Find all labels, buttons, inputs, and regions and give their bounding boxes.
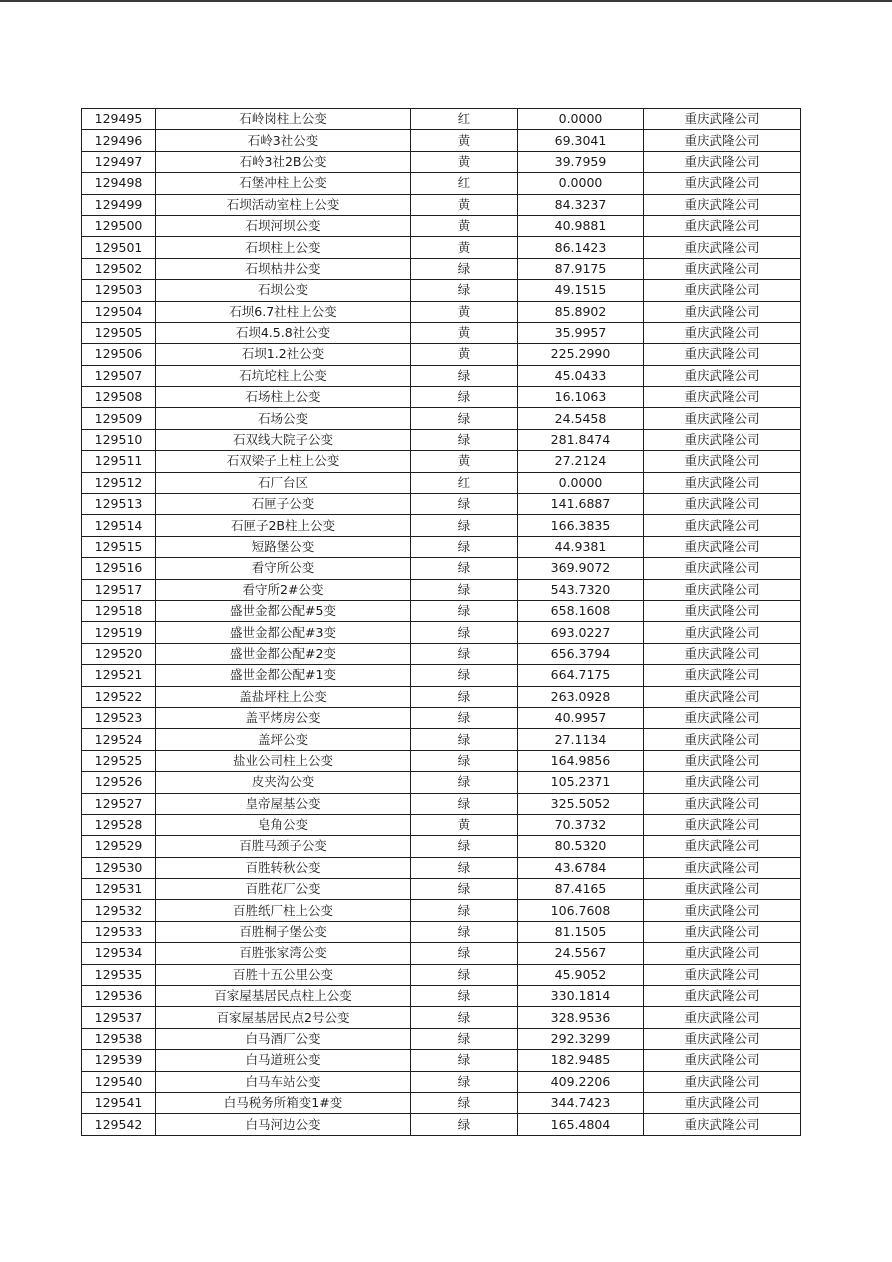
value-cell: 39.7959 [518,151,644,172]
status-cell: 绿 [411,643,518,664]
company-cell: 重庆武隆公司 [644,600,801,621]
status-cell: 黄 [411,814,518,835]
row-id-cell: 129499 [82,194,156,215]
value-cell: 166.3835 [518,515,644,536]
transformer-name-cell: 皂角公变 [156,814,411,835]
table-row [82,643,801,664]
transformer-name-cell: 石匣子公变 [156,494,411,515]
row-id-cell: 129529 [82,836,156,857]
transformer-name-cell: 石坝1.2社公变 [156,344,411,365]
company-cell: 重庆武隆公司 [644,793,801,814]
status-cell: 绿 [411,943,518,964]
table-row [82,879,801,900]
transformer-name-cell: 石场公变 [156,408,411,429]
status-cell: 绿 [411,772,518,793]
transformer-table [81,108,801,1136]
value-cell: 165.4804 [518,1114,644,1135]
table-row [82,986,801,1007]
row-id-cell: 129518 [82,600,156,621]
status-cell: 红 [411,472,518,493]
value-cell: 656.3794 [518,643,644,664]
transformer-name-cell: 盖平烤房公变 [156,707,411,728]
transformer-name-cell: 百家屋基居民点2号公变 [156,1007,411,1028]
table-row [82,194,801,215]
table-row [82,322,801,343]
status-cell: 绿 [411,408,518,429]
company-cell: 重庆武隆公司 [644,472,801,493]
company-cell: 重庆武隆公司 [644,558,801,579]
table-row [82,1071,801,1092]
row-id-cell: 129534 [82,943,156,964]
status-cell: 绿 [411,280,518,301]
row-id-cell: 129500 [82,215,156,236]
row-id-cell: 129532 [82,900,156,921]
transformer-name-cell: 石厂台区 [156,472,411,493]
company-cell: 重庆武隆公司 [644,686,801,707]
company-cell: 重庆武隆公司 [644,943,801,964]
row-id-cell: 129498 [82,173,156,194]
table-row [82,215,801,236]
company-cell: 重庆武隆公司 [644,130,801,151]
value-cell: 281.8474 [518,429,644,450]
row-id-cell: 129531 [82,879,156,900]
transformer-name-cell: 百胜十五公里公变 [156,964,411,985]
row-id-cell: 129516 [82,558,156,579]
status-cell: 黄 [411,237,518,258]
table-row [82,344,801,365]
table-row [82,301,801,322]
row-id-cell: 129515 [82,536,156,557]
value-cell: 49.1515 [518,280,644,301]
row-id-cell: 129520 [82,643,156,664]
table-row [82,707,801,728]
status-cell: 黄 [411,344,518,365]
transformer-name-cell: 石堡冲柱上公变 [156,173,411,194]
value-cell: 35.9957 [518,322,644,343]
transformer-name-cell: 盖盐坪柱上公变 [156,686,411,707]
status-cell: 绿 [411,1028,518,1049]
table-row [82,579,801,600]
table-row [82,857,801,878]
company-cell: 重庆武隆公司 [644,665,801,686]
company-cell: 重庆武隆公司 [644,215,801,236]
transformer-name-cell: 白马税务所箱变1#变 [156,1092,411,1113]
transformer-name-cell: 石坑坨柱上公变 [156,365,411,386]
value-cell: 344.7423 [518,1092,644,1113]
row-id-cell: 129503 [82,280,156,301]
table-row [82,558,801,579]
company-cell: 重庆武隆公司 [644,729,801,750]
company-cell: 重庆武隆公司 [644,964,801,985]
value-cell: 0.0000 [518,109,644,130]
status-cell: 红 [411,109,518,130]
table-row [82,237,801,258]
status-cell: 黄 [411,322,518,343]
value-cell: 225.2990 [518,344,644,365]
row-id-cell: 129523 [82,707,156,728]
value-cell: 27.2124 [518,451,644,472]
company-cell: 重庆武隆公司 [644,1092,801,1113]
table-row [82,814,801,835]
status-cell: 绿 [411,986,518,1007]
status-cell: 绿 [411,387,518,408]
status-cell: 绿 [411,750,518,771]
status-cell: 绿 [411,921,518,942]
value-cell: 325.5052 [518,793,644,814]
transformer-name-cell: 盖坪公变 [156,729,411,750]
transformer-name-cell: 盛世金都公配#1变 [156,665,411,686]
status-cell: 绿 [411,857,518,878]
status-cell: 绿 [411,707,518,728]
value-cell: 106.7608 [518,900,644,921]
transformer-name-cell: 石坝6.7社柱上公变 [156,301,411,322]
value-cell: 81.1505 [518,921,644,942]
value-cell: 45.9052 [518,964,644,985]
row-id-cell: 129533 [82,921,156,942]
transformer-name-cell: 百胜转秋公变 [156,857,411,878]
status-cell: 绿 [411,558,518,579]
transformer-name-cell: 石坝枯井公变 [156,258,411,279]
table-row [82,836,801,857]
value-cell: 24.5458 [518,408,644,429]
table-row [82,408,801,429]
status-cell: 绿 [411,1092,518,1113]
table-row [82,686,801,707]
table-row [82,258,801,279]
transformer-name-cell: 百胜马颈子公变 [156,836,411,857]
transformer-name-cell: 盛世金都公配#2变 [156,643,411,664]
table-row [82,494,801,515]
table-row [82,472,801,493]
transformer-name-cell: 白马道班公变 [156,1050,411,1071]
row-id-cell: 129524 [82,729,156,750]
company-cell: 重庆武隆公司 [644,429,801,450]
transformer-name-cell: 皇帝屋基公变 [156,793,411,814]
value-cell: 44.9381 [518,536,644,557]
transformer-name-cell: 短路堡公变 [156,536,411,557]
row-id-cell: 129497 [82,151,156,172]
table-row [82,1092,801,1113]
transformer-name-cell: 白马车站公变 [156,1071,411,1092]
table-row [82,964,801,985]
transformer-name-cell: 石坝河坝公变 [156,215,411,236]
status-cell: 绿 [411,729,518,750]
value-cell: 105.2371 [518,772,644,793]
transformer-name-cell: 盐业公司柱上公变 [156,750,411,771]
row-id-cell: 129506 [82,344,156,365]
row-id-cell: 129538 [82,1028,156,1049]
company-cell: 重庆武隆公司 [644,643,801,664]
row-id-cell: 129509 [82,408,156,429]
row-id-cell: 129522 [82,686,156,707]
transformer-name-cell: 石坝公变 [156,280,411,301]
status-cell: 绿 [411,1114,518,1135]
company-cell: 重庆武隆公司 [644,344,801,365]
value-cell: 69.3041 [518,130,644,151]
value-cell: 369.9072 [518,558,644,579]
value-cell: 45.0433 [518,365,644,386]
row-id-cell: 129527 [82,793,156,814]
table-row [82,665,801,686]
table-row [82,729,801,750]
status-cell: 绿 [411,365,518,386]
company-cell: 重庆武隆公司 [644,836,801,857]
status-cell: 绿 [411,579,518,600]
table-row [82,173,801,194]
row-id-cell: 129514 [82,515,156,536]
transformer-name-cell: 百胜桐子堡公变 [156,921,411,942]
transformer-name-cell: 石岭岗柱上公变 [156,109,411,130]
company-cell: 重庆武隆公司 [644,322,801,343]
transformer-name-cell: 百胜花厂公变 [156,879,411,900]
value-cell: 85.8902 [518,301,644,322]
status-cell: 绿 [411,515,518,536]
table-row [82,600,801,621]
row-id-cell: 129519 [82,622,156,643]
company-cell: 重庆武隆公司 [644,900,801,921]
status-cell: 绿 [411,793,518,814]
row-id-cell: 129542 [82,1114,156,1135]
status-cell: 绿 [411,429,518,450]
table-row [82,793,801,814]
company-cell: 重庆武隆公司 [644,515,801,536]
value-cell: 43.6784 [518,857,644,878]
row-id-cell: 129511 [82,451,156,472]
row-id-cell: 129530 [82,857,156,878]
value-cell: 658.1608 [518,600,644,621]
value-cell: 664.7175 [518,665,644,686]
transformer-name-cell: 白马酒厂公变 [156,1028,411,1049]
table-body [82,109,801,1136]
status-cell: 黄 [411,301,518,322]
value-cell: 141.6887 [518,494,644,515]
value-cell: 263.0928 [518,686,644,707]
status-cell: 绿 [411,879,518,900]
value-cell: 87.9175 [518,258,644,279]
status-cell: 黄 [411,215,518,236]
company-cell: 重庆武隆公司 [644,151,801,172]
table-row [82,1114,801,1135]
company-cell: 重庆武隆公司 [644,857,801,878]
value-cell: 80.5320 [518,836,644,857]
status-cell: 绿 [411,665,518,686]
row-id-cell: 129496 [82,130,156,151]
table-row [82,130,801,151]
table-row [82,536,801,557]
company-cell: 重庆武隆公司 [644,707,801,728]
table-row [82,280,801,301]
value-cell: 24.5567 [518,943,644,964]
value-cell: 40.9881 [518,215,644,236]
value-cell: 164.9856 [518,750,644,771]
table-row [82,772,801,793]
status-cell: 绿 [411,494,518,515]
company-cell: 重庆武隆公司 [644,1114,801,1135]
row-id-cell: 129525 [82,750,156,771]
table-row [82,1028,801,1049]
company-cell: 重庆武隆公司 [644,173,801,194]
status-cell: 绿 [411,836,518,857]
value-cell: 27.1134 [518,729,644,750]
transformer-name-cell: 百胜张家湾公变 [156,943,411,964]
company-cell: 重庆武隆公司 [644,408,801,429]
status-cell: 绿 [411,686,518,707]
company-cell: 重庆武隆公司 [644,280,801,301]
row-id-cell: 129526 [82,772,156,793]
status-cell: 绿 [411,1050,518,1071]
value-cell: 330.1814 [518,986,644,1007]
transformer-name-cell: 石坝4.5.8社公变 [156,322,411,343]
row-id-cell: 129535 [82,964,156,985]
status-cell: 绿 [411,1007,518,1028]
transformer-name-cell: 百家屋基居民点柱上公变 [156,986,411,1007]
table-row [82,429,801,450]
table-row [82,387,801,408]
status-cell: 绿 [411,900,518,921]
row-id-cell: 129495 [82,109,156,130]
company-cell: 重庆武隆公司 [644,301,801,322]
table-row [82,943,801,964]
company-cell: 重庆武隆公司 [644,750,801,771]
status-cell: 黄 [411,451,518,472]
company-cell: 重庆武隆公司 [644,1007,801,1028]
transformer-name-cell: 皮夹沟公变 [156,772,411,793]
company-cell: 重庆武隆公司 [644,622,801,643]
company-cell: 重庆武隆公司 [644,579,801,600]
company-cell: 重庆武隆公司 [644,451,801,472]
transformer-name-cell: 石岭3社2B公变 [156,151,411,172]
company-cell: 重庆武隆公司 [644,879,801,900]
row-id-cell: 129501 [82,237,156,258]
table-row [82,109,801,130]
value-cell: 70.3732 [518,814,644,835]
status-cell: 绿 [411,536,518,557]
table-row [82,921,801,942]
company-cell: 重庆武隆公司 [644,1050,801,1071]
transformer-name-cell: 石坝柱上公变 [156,237,411,258]
row-id-cell: 129508 [82,387,156,408]
row-id-cell: 129539 [82,1050,156,1071]
value-cell: 543.7320 [518,579,644,600]
company-cell: 重庆武隆公司 [644,986,801,1007]
table-row [82,365,801,386]
table-row [82,1007,801,1028]
row-id-cell: 129507 [82,365,156,386]
row-id-cell: 129505 [82,322,156,343]
company-cell: 重庆武隆公司 [644,1071,801,1092]
table-row [82,1050,801,1071]
status-cell: 绿 [411,600,518,621]
value-cell: 84.3237 [518,194,644,215]
value-cell: 182.9485 [518,1050,644,1071]
table-row [82,515,801,536]
table-row [82,750,801,771]
row-id-cell: 129502 [82,258,156,279]
row-id-cell: 129513 [82,494,156,515]
transformer-name-cell: 石场柱上公变 [156,387,411,408]
value-cell: 40.9957 [518,707,644,728]
status-cell: 黄 [411,194,518,215]
transformer-name-cell: 白马河边公变 [156,1114,411,1135]
company-cell: 重庆武隆公司 [644,772,801,793]
transformer-name-cell: 百胜纸厂柱上公变 [156,900,411,921]
row-id-cell: 129540 [82,1071,156,1092]
table-row [82,622,801,643]
company-cell: 重庆武隆公司 [644,494,801,515]
company-cell: 重庆武隆公司 [644,814,801,835]
table-row [82,900,801,921]
transformer-name-cell: 盛世金都公配#3变 [156,622,411,643]
row-id-cell: 129512 [82,472,156,493]
value-cell: 693.0227 [518,622,644,643]
transformer-name-cell: 石坝活动室柱上公变 [156,194,411,215]
status-cell: 绿 [411,964,518,985]
status-cell: 绿 [411,622,518,643]
status-cell: 绿 [411,258,518,279]
row-id-cell: 129536 [82,986,156,1007]
row-id-cell: 129517 [82,579,156,600]
value-cell: 328.9536 [518,1007,644,1028]
row-id-cell: 129541 [82,1092,156,1113]
value-cell: 409.2206 [518,1071,644,1092]
company-cell: 重庆武隆公司 [644,365,801,386]
table-row [82,451,801,472]
value-cell: 0.0000 [518,173,644,194]
status-cell: 绿 [411,1071,518,1092]
row-id-cell: 129537 [82,1007,156,1028]
transformer-name-cell: 石双线大院子公变 [156,429,411,450]
company-cell: 重庆武隆公司 [644,258,801,279]
company-cell: 重庆武隆公司 [644,109,801,130]
row-id-cell: 129510 [82,429,156,450]
status-cell: 黄 [411,130,518,151]
status-cell: 黄 [411,151,518,172]
value-cell: 292.3299 [518,1028,644,1049]
transformer-name-cell: 看守所2#公变 [156,579,411,600]
table-row [82,151,801,172]
company-cell: 重庆武隆公司 [644,921,801,942]
company-cell: 重庆武隆公司 [644,387,801,408]
row-id-cell: 129521 [82,665,156,686]
value-cell: 87.4165 [518,879,644,900]
transformer-name-cell: 看守所公变 [156,558,411,579]
row-id-cell: 129504 [82,301,156,322]
row-id-cell: 129528 [82,814,156,835]
status-cell: 红 [411,173,518,194]
company-cell: 重庆武隆公司 [644,536,801,557]
company-cell: 重庆武隆公司 [644,194,801,215]
company-cell: 重庆武隆公司 [644,237,801,258]
transformer-name-cell: 石岭3社公变 [156,130,411,151]
transformer-name-cell: 石双梁子上柱上公变 [156,451,411,472]
transformer-name-cell: 盛世金都公配#5变 [156,600,411,621]
page-top-border [0,0,892,2]
value-cell: 0.0000 [518,472,644,493]
value-cell: 86.1423 [518,237,644,258]
transformer-name-cell: 石匣子2B柱上公变 [156,515,411,536]
value-cell: 16.1063 [518,387,644,408]
company-cell: 重庆武隆公司 [644,1028,801,1049]
